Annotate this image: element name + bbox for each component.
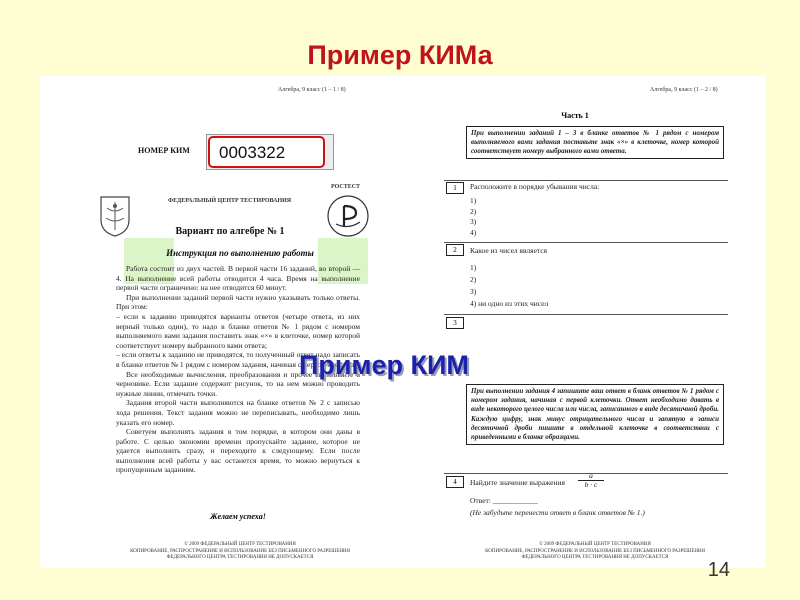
fraction-denominator: b · c — [578, 480, 604, 489]
variant-title: Вариант по алгебре № 1 — [175, 226, 285, 237]
instruction-paragraph: Все необходимые вычисления, преобразования и прочее выполняйте в черновике. Если задание содержит рисунок, то на нем можно проводить нужные линии, отмечать точки. — [116, 369, 360, 398]
task4-fraction — [578, 472, 604, 489]
instruction-box-2: При выполнении задания 4 запишите ваш ответ в бланк ответов № 1 рядом с номером задания, начиная с первой клеточки. Ответ необходимо давать в виде некоторого целого числа или числа, записанного в виде десятичной дроби. Каждую цифру, знак минус отрицательного числа и запятую в записи десятичной дроби пишите в отдельной клеточке в соответствии с приведенными в бланке образцами. — [466, 384, 724, 445]
seal-icon — [326, 194, 370, 238]
option: 2) — [470, 206, 477, 216]
kim-number: 0003322 — [219, 143, 286, 162]
instruction-paragraph: – если к заданию приводятся варианты ответов (четыре ответа, из них верный только один), то надо в бланке ответов № 1 рядом с номером выполняемого вами задания поставить знак «×» в клеточке, номер которой соответствует номеру выбранного вами ответа; — [116, 311, 360, 350]
task4-text: Найдите значение выражения — [470, 478, 565, 487]
left-page-header: Алгебра, 9 класс (1 – 1 / 8) — [278, 87, 346, 93]
instruction-paragraph: – если ответы к заданию не приводятся, то полученный ответ надо записать в бланке ответов № 1 рядом с номером задания, начиная с первой клеточки. — [116, 350, 360, 369]
task2-options — [470, 262, 548, 310]
footer-line: © 2009 ФЕДЕРАЛЬНЫЙ ЦЕНТР ТЕСТИРОВАНИЯ — [539, 542, 651, 547]
divider — [444, 314, 728, 315]
right-page-header: Алгебра, 9 класс (1 – 2 / 8) — [650, 87, 718, 93]
divider — [444, 242, 728, 243]
option: 2) — [470, 275, 477, 284]
option: 1) — [470, 196, 477, 205]
slide-title: Пример КИМа — [307, 40, 493, 70]
overlay-label: Пример КИМ — [299, 350, 469, 380]
task1-text: Расположите в порядке убывания числа: — [470, 182, 600, 191]
footer-line: ФЕДЕРАЛЬНОГО ЦЕНТРА ТЕСТИРОВАНИЯ НЕ ДОПУСКАЕТСЯ — [166, 555, 314, 560]
task-number-2: 2 — [446, 244, 464, 256]
answer-label: Ответ: ____________ — [470, 496, 538, 505]
kim-number-highlight — [208, 136, 325, 168]
task-number-1: 1 — [446, 182, 464, 194]
seal-text: РОСТЕСТ — [331, 184, 361, 190]
task-number-3: 3 — [446, 317, 464, 329]
left-footer — [110, 542, 370, 562]
divider — [444, 180, 728, 181]
instruction-title: Инструкция по выполнению работы — [166, 248, 314, 258]
option: 4) — [470, 227, 477, 237]
wish-text: Желаем успеха! — [210, 512, 266, 521]
instruction-paragraph: Работа состоит из двух частей. В первой части 16 заданий, во второй — 4. На выполнение всей работы отводится 4 часа. Время на выполнение первой части ограничено: на нее отводится 60 минут. — [116, 264, 360, 293]
emblem-icon — [98, 194, 132, 238]
footer-line: © 2009 ФЕДЕРАЛЬНЫЙ ЦЕНТР ТЕСТИРОВАНИЯ — [184, 542, 296, 547]
center-name: ФЕДЕРАЛЬНЫЙ ЦЕНТР ТЕСТИРОВАНИЯ — [168, 198, 292, 204]
instruction-paragraph: При выполнении заданий первой части нужно указывать только ответы. При этом: — [116, 292, 360, 312]
option: 3) — [470, 287, 477, 296]
task2-text: Какое из чисел является — [470, 246, 548, 255]
exam-sheet-image — [40, 76, 766, 568]
footer-line: КОПИРОВАНИЕ, РАСПРОСТРАНЕНИЕ И ИСПОЛЬЗОВАНИЕ БЕЗ ПИСЬМЕННОГО РАЗРЕШЕНИЯ — [130, 548, 350, 554]
option: 3) — [470, 217, 477, 226]
answer-note: (Не забудьте перенести ответ в бланк ответов № 1.) — [470, 508, 645, 517]
instruction-paragraph: Задания второй части выполняются на бланке ответов № 2 с записью хода решения. Текст задания можно не переписывать, необходимо лишь указать его номер. — [116, 398, 360, 427]
fraction-numerator: a — [589, 471, 593, 480]
kim-label: НОМЕР КИМ — [138, 146, 190, 155]
task1-options — [470, 196, 476, 238]
right-footer — [460, 542, 730, 562]
instruction-box-1: При выполнении заданий 1 – 3 в бланке ответов № 1 рядом с номером выполняемого вами задания поставьте знак «×» в клеточке, номер которой соответствует номеру выбранного вами ответа. — [466, 126, 724, 159]
task-number-4: 4 — [446, 476, 464, 488]
part-title: Часть 1 — [561, 111, 589, 120]
instruction-paragraph: Советуем выполнять задания в том порядке, в котором они даны в работе. С целью экономии времени пропускайте задание, которое не удается выполнить сразу, и переходите к следующему. Если после выполнения всей работы у вас останется время, то можно вернуться к пропущенным заданиям. — [116, 427, 360, 475]
option: 4) ни одно из этих чисел — [470, 299, 549, 308]
option: 1) — [470, 263, 477, 272]
footer-line: КОПИРОВАНИЕ, РАСПРОСТРАНЕНИЕ И ИСПОЛЬЗОВАНИЕ БЕЗ ПИСЬМЕННОГО РАЗРЕШЕНИЯ — [485, 548, 705, 554]
footer-line: ФЕДЕРАЛЬНОГО ЦЕНТРА ТЕСТИРОВАНИЯ НЕ ДОПУСКАЕТСЯ — [521, 555, 669, 560]
page-number: 14 — [707, 559, 730, 581]
